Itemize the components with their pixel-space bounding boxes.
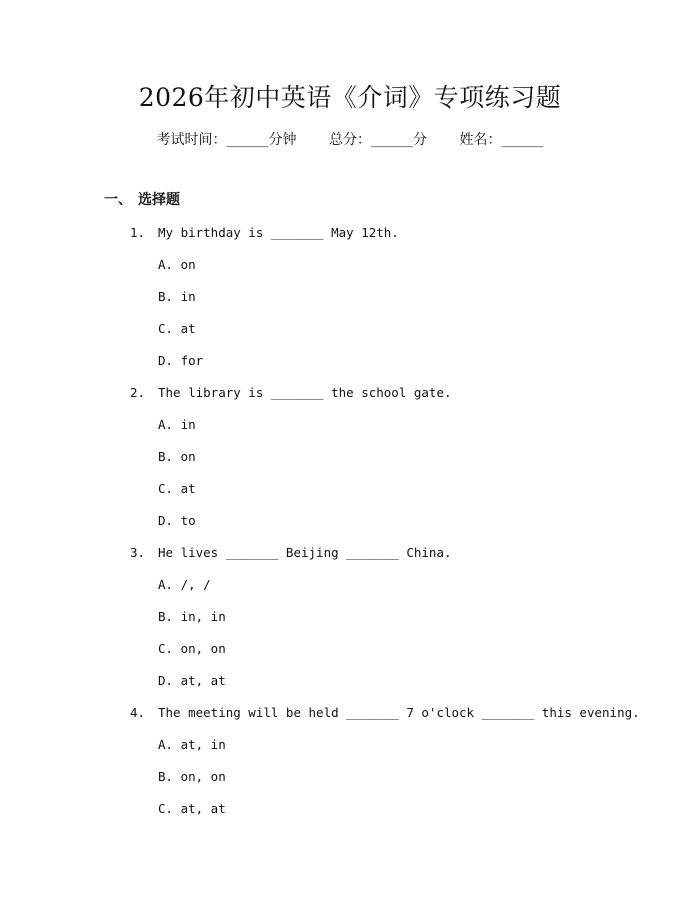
question-stem (130, 542, 670, 574)
question-number: 1. (130, 225, 146, 240)
question-3 (130, 542, 670, 702)
section-number: 一、 (104, 192, 132, 208)
option-a: A. on (158, 257, 196, 272)
question-list (130, 222, 670, 830)
question-number: 2. (130, 385, 146, 400)
question-stem (130, 382, 670, 414)
question-text: He lives _______ Beijing _______ China. (158, 545, 452, 560)
option-b: B. on (158, 449, 196, 464)
option-d: D. for (158, 353, 204, 368)
option-b: B. in (158, 289, 196, 304)
option-a: A. in (158, 417, 196, 432)
total-score-field: 总分：______分 (329, 132, 427, 148)
option-c: C. at (158, 321, 196, 336)
question-1 (130, 222, 670, 382)
option-a: A. at, in (158, 737, 226, 752)
option-b: B. in, in (158, 609, 226, 624)
option-c: C. on, on (158, 641, 226, 656)
option-d: D. at, at (158, 673, 226, 688)
exam-info (0, 130, 700, 150)
option-a: A. /, / (158, 577, 211, 592)
student-name-field: 姓名：______ (459, 132, 544, 148)
question-text: My birthday is _______ May 12th. (158, 225, 399, 240)
page-title: 2026年初中英语《介词》专项练习题 (138, 83, 562, 112)
question-stem (130, 222, 670, 254)
section-title: 选择题 (138, 192, 180, 208)
question-4 (130, 702, 670, 830)
question-stem (130, 702, 670, 734)
option-d: D. to (158, 513, 196, 528)
section-heading (104, 190, 180, 210)
option-c: C. at (158, 481, 196, 496)
question-number: 4. (130, 705, 146, 720)
exam-time-field: 考试时间：______分钟 (156, 132, 297, 148)
option-c: C. at, at (158, 801, 226, 816)
question-2 (130, 382, 670, 542)
question-text: The meeting will be held _______ 7 o'clock _______ this evening. (158, 705, 640, 720)
option-b: B. on, on (158, 769, 226, 784)
question-text: The library is _______ the school gate. (158, 385, 452, 400)
question-number: 3. (130, 545, 146, 560)
